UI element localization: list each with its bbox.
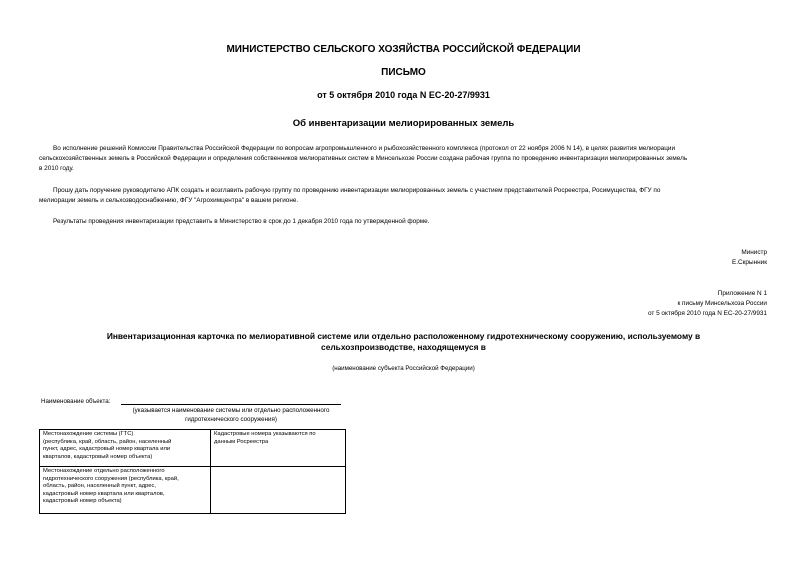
- paragraph-1-line-3: в 2010 году.: [39, 165, 74, 172]
- ministry-heading: МИНИСТЕРСТВО СЕЛЬСКОГО ХОЗЯЙСТВА РОССИЙСКОЙ ФЕДЕРАЦИИ: [226, 44, 581, 55]
- table-row: [40, 467, 346, 514]
- paragraph-2-line-1: Прошу дать поручение руководителю АПК создать и возглавить рабочую группу по проведению инвентаризации мелиорированных земель с участием представителей Росреестра, Росимущества, ФГУ по: [53, 187, 661, 194]
- paragraph-2-line-2: мелиорации земель и сельхозводоснабжению, ФГУ "Агрохимцентра" в вашем регионе.: [39, 197, 299, 204]
- document-type: ПИСЬМО: [381, 67, 426, 78]
- card-title-line-2: сельхозпроизводстве, находящемуся в: [321, 342, 486, 352]
- appendix-number: Приложение N 1: [717, 290, 767, 297]
- inventory-card-table: [39, 429, 346, 514]
- paragraph-1: [39, 144, 767, 174]
- object-name-hint: [121, 406, 341, 424]
- object-name-label: Наименование объекта:: [41, 398, 111, 405]
- object-hint-line-1: (указывается наименование системы или отдельно расположенного: [132, 407, 330, 414]
- card-title-line-1: Инвентаризационная карточка по мелиоративной системе или отдельно расположенному гидротехническому сооружению, используемому в: [106, 331, 701, 341]
- table-cell-location-system: Местонахождение системы (ГТС) (республика, край, область, район, населенный пункт, адрес, кадастровый номер квартала или кварталов, кадастровый номер объекта): [40, 430, 211, 467]
- object-hint-line-2: гидротехнического сооружения): [185, 416, 277, 423]
- paragraph-1-line-1: Во исполнение решений Комиссии Правительства Российской Федерации по вопросам агропромышленного и рыбохозяйственного комплекса (протокол от 22 ноября 2006 N 14), в целях развития мелиорации: [53, 145, 676, 152]
- card-title: [0, 331, 807, 353]
- paragraph-1-line-2: сельскохозяйственных земель в Российской Федерации и определения собственников мелиоративных систем в Минсельхозе России создана рабочая группа по проведению инвентаризации мелиорированных земель: [39, 155, 688, 162]
- appendix-reference: [648, 289, 767, 319]
- appendix-date-ref: от 5 октября 2010 года N ЕС-20-27/9931: [647, 310, 767, 317]
- paragraph-2: [39, 186, 767, 206]
- signature-block: [732, 248, 767, 268]
- document-subject: Об инвентаризации мелиорированных земель: [292, 118, 515, 129]
- region-caption: (наименование субъекта Российской Федерации): [332, 365, 475, 372]
- appendix-letter-ref: к письму Минсельхоза России: [677, 300, 767, 307]
- signature-name: Е.Скрынник: [731, 259, 767, 266]
- table-row: [40, 430, 346, 467]
- table-cell-cadastral-note[interactable]: Кадастровые номера указываются по данным Росреестра: [211, 430, 346, 467]
- object-name-line[interactable]: [121, 404, 341, 405]
- document-date-number: от 5 октября 2010 года N ЕС-20-27/9931: [317, 90, 490, 100]
- table-cell-location-structure: Местонахождение отдельно расположенного гидротехнического сооружения (республика, край, область, район, населенный пункт, адрес, кадастровый номер квартала или кварталов, кадастровый номер объекта): [40, 467, 211, 514]
- paragraph-3: Результаты проведения инвентаризации представить в Министерство в срок до 1 декабря 2010 года по утвержденной форме.: [53, 218, 430, 225]
- table-cell-empty[interactable]: [211, 467, 346, 514]
- signature-title: Министр: [741, 249, 767, 256]
